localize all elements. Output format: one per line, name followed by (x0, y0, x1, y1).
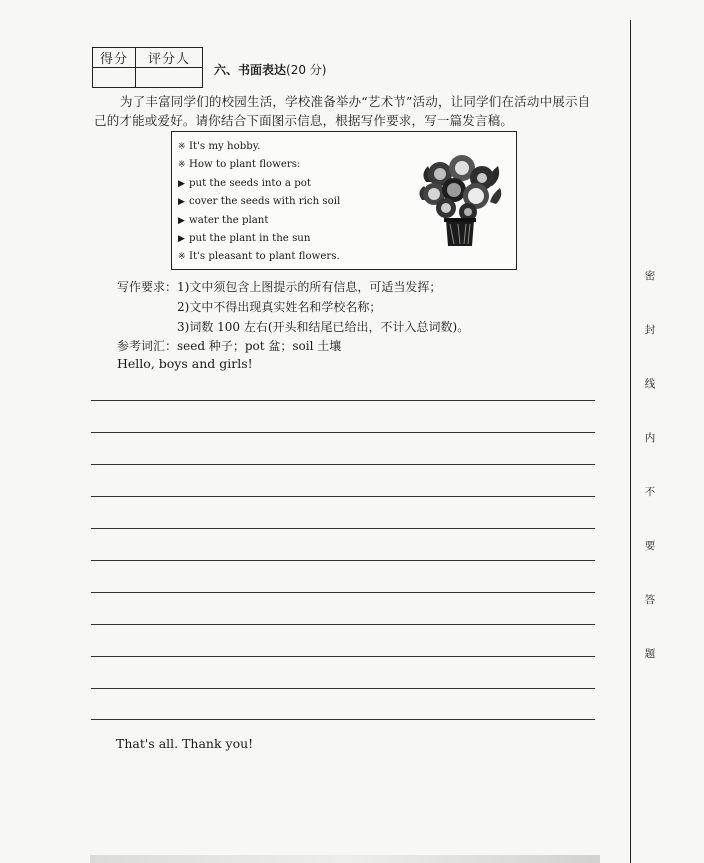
hint-mark: ▶ (178, 178, 185, 189)
hint-list (178, 138, 340, 267)
reference-vocabulary: 参考词汇：seed 种子；pot 盆；soil 土壤 (117, 339, 342, 353)
hint-item (178, 156, 340, 174)
seal-char: 要 (644, 540, 656, 552)
grader-label: 评分人 (136, 48, 203, 68)
hint-text: It's pleasant to plant flowers. (189, 251, 340, 263)
seal-char: 答 (644, 594, 656, 606)
requirement-line (117, 297, 469, 317)
intro-text: 为了丰富同学们的校园生活，学校准备举办“艺术节”活动，让同学们在活动中展示自己的才能或爱好。请你结合下面图示信息，根据写作要求，写一篇发言稿。 (94, 94, 591, 128)
requirement-item: 1)文中须包含上图提示的所有信息，可适当发挥； (177, 280, 442, 294)
writing-line[interactable] (91, 464, 595, 465)
writing-line[interactable] (91, 400, 595, 401)
hint-item (178, 138, 340, 156)
requirements-label: 写作要求： (117, 280, 178, 294)
writing-requirements (117, 277, 469, 337)
seal-fold-line (630, 20, 631, 863)
score-label: 得分 (93, 48, 136, 68)
essay-closing: That's all. Thank you! (116, 736, 254, 751)
writing-line[interactable] (91, 496, 595, 497)
seal-char: 密 (644, 270, 656, 282)
seal-char: 线 (644, 378, 656, 390)
hint-text: It's my hobby. (189, 141, 261, 152)
score-table (92, 47, 203, 88)
writing-line[interactable] (91, 592, 595, 593)
grader-cell[interactable] (136, 68, 203, 88)
writing-line[interactable] (91, 656, 595, 657)
bottom-edge-smudge (90, 855, 600, 863)
section-title (214, 61, 326, 78)
writing-line[interactable] (91, 719, 595, 720)
requirement-item: 2)文中不得出现真实姓名和学校名称； (177, 300, 382, 314)
flower-vase-illustration (418, 152, 502, 248)
writing-line[interactable] (91, 432, 595, 433)
hint-text: water the plant (189, 214, 269, 226)
hint-item (178, 175, 340, 193)
requirement-line (117, 277, 469, 297)
hint-text: How to plant flowers: (189, 159, 301, 171)
hint-text: cover the seeds with rich soil (189, 196, 341, 208)
hint-mark: ▶ (178, 215, 185, 226)
requirement-line (117, 317, 469, 337)
intro-paragraph (94, 92, 598, 130)
seal-char: 不 (644, 486, 656, 498)
writing-line[interactable] (91, 560, 595, 561)
score-cell[interactable] (93, 68, 136, 88)
hint-item (178, 193, 340, 211)
writing-line[interactable] (91, 624, 595, 625)
hint-text: put the seeds into a pot (189, 177, 311, 189)
seal-char: 封 (644, 324, 656, 336)
seal-char: 内 (644, 432, 656, 444)
hint-mark: ※ (178, 252, 186, 263)
section-points: (20 分) (286, 63, 327, 77)
hint-mark: ▶ (178, 197, 185, 208)
hint-item (178, 248, 340, 266)
seal-char: 题 (644, 648, 656, 660)
hint-mark: ▶ (178, 234, 185, 245)
essay-greeting: Hello, boys and girls! (117, 356, 253, 371)
hint-box (171, 131, 517, 270)
hint-mark: ※ (178, 142, 186, 152)
hint-item (178, 230, 340, 248)
writing-line[interactable] (91, 688, 595, 689)
hint-item (178, 212, 340, 230)
section-title-text: 六、书面表达 (214, 63, 287, 77)
writing-line[interactable] (91, 528, 595, 529)
hint-text: put the plant in the sun (189, 233, 311, 245)
hint-mark: ※ (178, 160, 186, 171)
requirement-item: 3)词数 100 左右(开头和结尾已给出，不计入总词数)。 (177, 320, 470, 334)
